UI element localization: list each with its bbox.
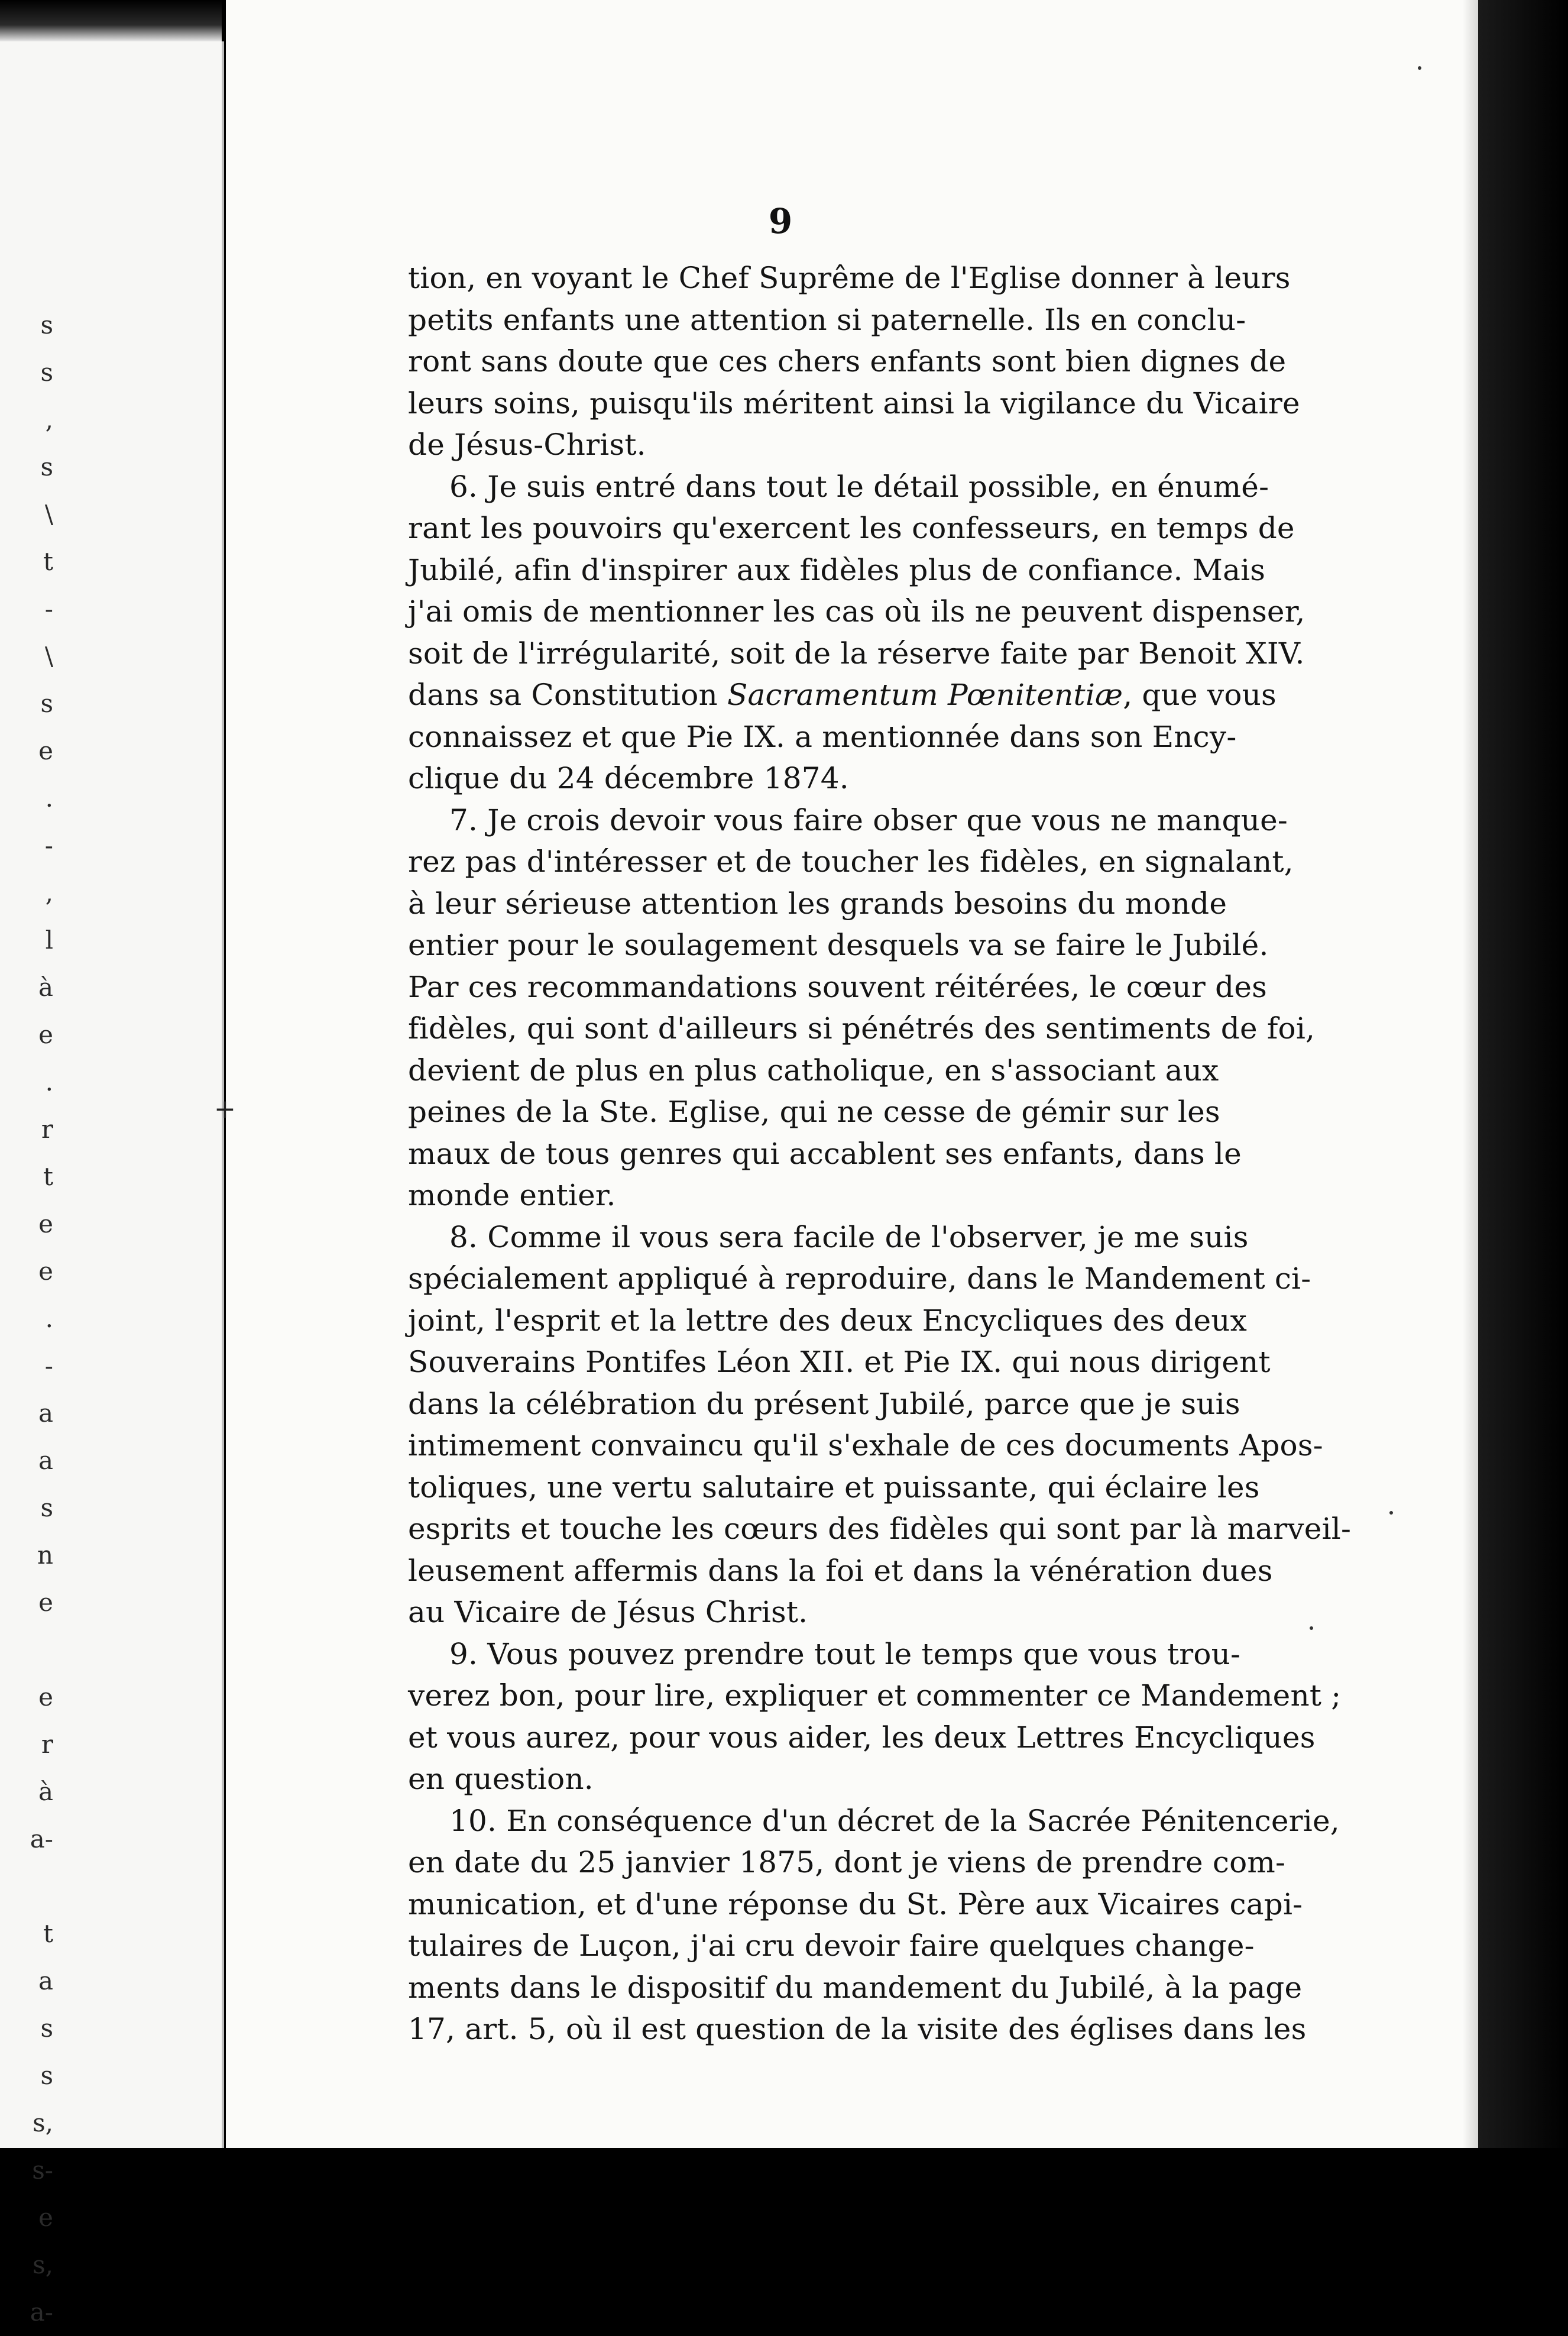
left-page-fragment: t xyxy=(43,547,53,576)
text-line: au Vicaire de Jésus Christ. xyxy=(408,1595,808,1629)
left-page-fragment: e xyxy=(38,1257,53,1286)
left-page-fragment: e xyxy=(38,2203,53,2232)
left-page-fragment: a- xyxy=(30,2298,53,2327)
text-line: j'ai omis de mentionner les cas où ils ne peuvent dispenser, xyxy=(408,594,1305,629)
left-page-fragment: t xyxy=(43,1919,53,1948)
text-line: Par ces recommandations souvent réitérées, le cœur des xyxy=(408,969,1267,1004)
text-line: toliques, une vertu salutaire et puissante, qui éclaire les xyxy=(408,1470,1260,1505)
left-page-fragment: e xyxy=(38,736,53,765)
left-page-fragment: r xyxy=(41,1115,53,1144)
margin-mark: + xyxy=(214,1094,236,1124)
text-line: joint, l'esprit et la lettre des deux Encycliques des deux xyxy=(408,1303,1248,1338)
left-page-fragment: , xyxy=(45,405,53,434)
text-line: Souverains Pontifes Léon XII. et Pie IX. qui nous dirigent xyxy=(408,1345,1271,1379)
paper-speck xyxy=(1418,66,1421,70)
text-line: à leur sérieuse attention les grands besoins du monde xyxy=(408,886,1227,921)
left-page-fragment: \ xyxy=(44,500,53,529)
text-line: 9. Vous pouvez prendre tout le temps que vous trou- xyxy=(449,1636,1241,1671)
text-line: tulaires de Luçon, j'ai cru devoir faire quelques change- xyxy=(408,1929,1255,1963)
text-line: leusement affermis dans la foi et dans la vénération dues xyxy=(408,1553,1273,1588)
left-page-fragment: a xyxy=(38,1399,53,1428)
left-page-fragment: e xyxy=(38,1209,53,1238)
left-page-fragment: . xyxy=(45,784,53,813)
left-page-fragment: a- xyxy=(30,1824,53,1853)
text-line: en question. xyxy=(408,1762,594,1796)
paper-speck xyxy=(1389,1511,1393,1515)
page-number: 9 xyxy=(768,201,793,241)
text-line: 17, art. 5, où il est question de la visite des églises dans les xyxy=(408,2012,1307,2046)
text-line: munication, et d'une réponse du St. Père aux Vicaires capi- xyxy=(408,1887,1303,1921)
left-page-fragment xyxy=(0,1626,53,1674)
text-line: et vous aurez, pour vous aider, les deux Lettres Encycliques xyxy=(408,1720,1316,1755)
text-line: ront sans doute que ces chers enfants sont bien dignes de xyxy=(408,344,1287,378)
left-page-fragment: t xyxy=(43,1162,53,1191)
text-line: entier pour le soulagement desquels va se faire le Jubilé. xyxy=(408,928,1269,962)
text-line: clique du 24 décembre 1874. xyxy=(408,761,849,795)
text-line: connaissez et que Pie IX. a mentionnée dans son Ency- xyxy=(408,719,1237,754)
left-page-fragment: s xyxy=(40,2061,53,2090)
left-page-fragment: r xyxy=(41,1730,53,1759)
text-line: rez pas d'intéresser et de toucher les fidèles, en signalant, xyxy=(408,845,1294,879)
left-page-fragment: s xyxy=(40,2014,53,2043)
text-line: dans la célébration du présent Jubilé, parce que je suis xyxy=(408,1386,1240,1421)
text-line: monde entier. xyxy=(408,1178,616,1212)
text-line: Jubilé, afin d'inspirer aux fidèles plus de confiance. Mais xyxy=(408,552,1266,587)
left-page xyxy=(0,41,224,2327)
text-line: de Jésus-Christ. xyxy=(408,428,646,462)
left-page-fragment: e xyxy=(38,1683,53,1711)
text-line: esprits et touche les cœurs des fidèles qui sont par là marveil- xyxy=(408,1512,1352,1546)
left-page-fragment xyxy=(0,1863,53,1910)
left-page-fragment: s, xyxy=(33,2108,53,2137)
left-page-fragment: s xyxy=(40,452,53,481)
right-page-edge-shadow xyxy=(1478,0,1568,2148)
left-page-fragment: s, xyxy=(33,2250,53,2279)
left-page-fragment: . xyxy=(45,1067,53,1096)
left-page-fragment: a xyxy=(38,1966,53,1995)
text-line: 10. En conséquence d'un décret de la Sacrée Pénitencerie, xyxy=(449,1803,1340,1838)
left-page-fragment: - xyxy=(44,831,53,860)
left-page-fragment: à xyxy=(38,973,53,1002)
left-page-top-shadow xyxy=(0,0,222,41)
left-page-fragment: s- xyxy=(32,2156,53,2185)
left-page-fragment: à xyxy=(38,1777,53,1806)
left-page-fragment: s xyxy=(40,310,53,339)
text-line: ments dans le dispositif du mandement du Jubilé, à la page xyxy=(408,1970,1303,2005)
text-line: leurs soins, puisqu'ils méritent ainsi la vigilance du Vicaire xyxy=(408,386,1300,420)
text-line: 7. Je crois devoir vous faire obser que vous ne manque- xyxy=(449,803,1288,837)
left-page-fragment: . xyxy=(45,1304,53,1333)
text-line: petits enfants une attention si paternelle. Ils en conclu- xyxy=(408,302,1246,337)
text-line: intimement convaincu qu'il s'exhale de ces documents Apos- xyxy=(408,1428,1323,1463)
text-line: rant les pouvoirs qu'exercent les confesseurs, en temps de xyxy=(408,511,1295,545)
text-line: verez bon, pour lire, expliquer et commenter ce Mandement ; xyxy=(408,1678,1342,1713)
text-line: en date du 25 janvier 1875, dont je viens de prendre com- xyxy=(408,1845,1286,1879)
left-page-fragment: - xyxy=(44,594,53,623)
text-line: devient de plus en plus catholique, en s'associant aux xyxy=(408,1053,1219,1088)
paper-speck xyxy=(1310,1626,1313,1630)
left-page-fragment: s xyxy=(40,689,53,718)
text-line: tion, en voyant le Chef Suprême de l'Eglise donner à leurs xyxy=(408,261,1291,295)
text-line: maux de tous genres qui accablent ses enfants, dans le xyxy=(408,1136,1242,1171)
left-page-fragment: e xyxy=(38,1020,53,1049)
left-page-fragment: s xyxy=(40,1493,53,1522)
text-line: peines de la Ste. Eglise, qui ne cesse de gémir sur les xyxy=(408,1095,1220,1129)
left-page-fragment: \ xyxy=(44,642,53,671)
left-page-text-fragments xyxy=(0,302,53,2336)
left-page-fragment: l xyxy=(45,926,53,955)
latin-title: Sacramentum Pœnitentiæ xyxy=(727,678,1123,712)
left-page-fragment: a xyxy=(38,1446,53,1475)
left-page-fragment: s xyxy=(40,358,53,387)
text-line: spécialement appliqué à reproduire, dans le Mandement ci- xyxy=(408,1261,1311,1296)
left-page-fragment: , xyxy=(45,878,53,907)
left-page-fragment: - xyxy=(44,1351,53,1380)
text-line: 8. Comme il vous sera facile de l'observer, je me suis xyxy=(449,1219,1249,1254)
text-line: dans sa Constitution Sacramentum Pœnitentiæ, que vous xyxy=(408,678,1277,712)
body-text xyxy=(408,257,1352,2050)
text-line: 6. Je suis entré dans tout le détail possible, en énumé- xyxy=(449,469,1269,504)
text-line: fidèles, qui sont d'ailleurs si pénétrés des sentiments de foi, xyxy=(408,1011,1316,1046)
text-line: soit de l'irrégularité, soit de la réserve faite par Benoit XIV. xyxy=(408,636,1305,671)
left-page-fragment: n xyxy=(37,1541,53,1570)
left-page-fragment: e xyxy=(38,1588,53,1617)
